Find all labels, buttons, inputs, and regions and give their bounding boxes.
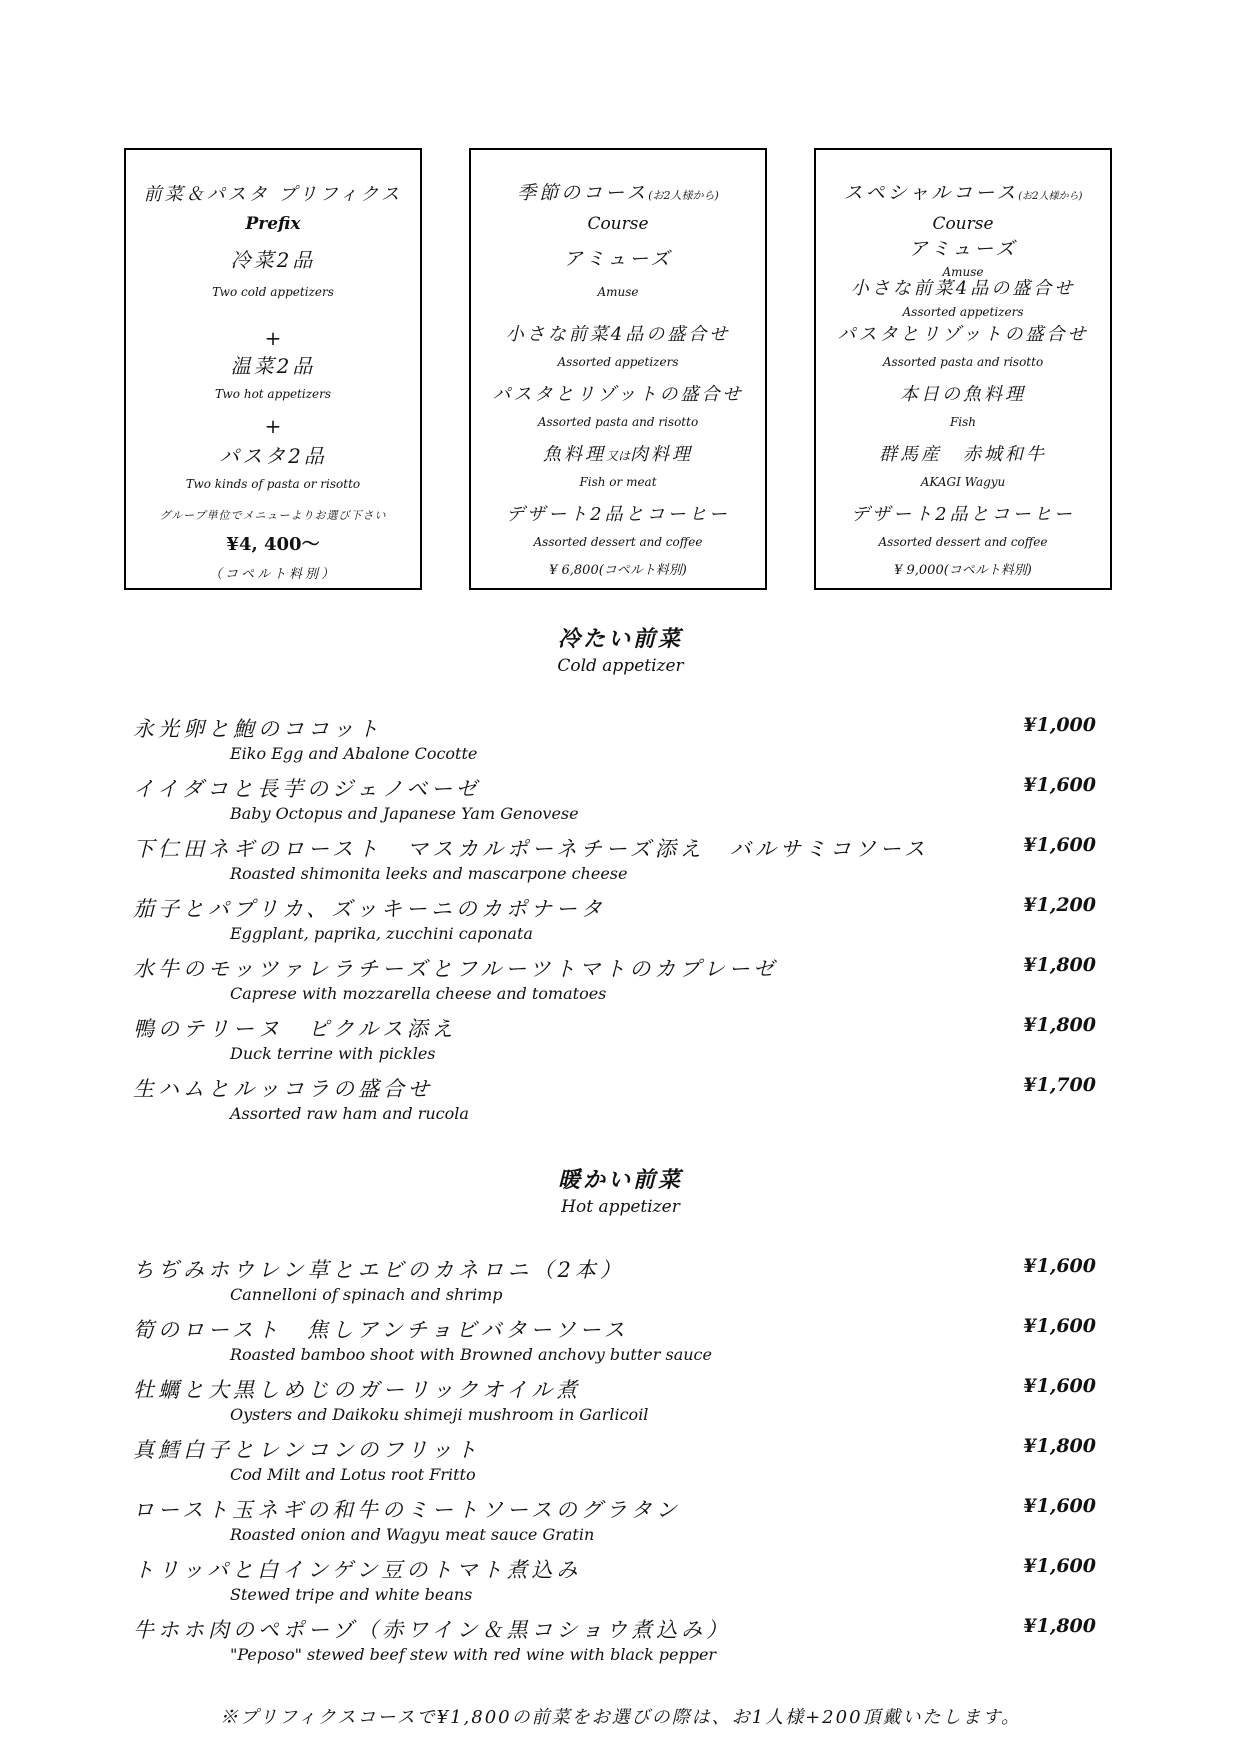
prefix-plus-1: + (264, 326, 282, 350)
prefix-pasta: パスタ2品 (219, 444, 327, 468)
seasonal-amuse: アミューズ (563, 248, 673, 270)
menu-item-price: ¥1,800 (1023, 954, 1096, 976)
menu-item-name-jp: 牡蠣と大黒しめじのガーリックオイル煮 (133, 1378, 582, 1402)
menu-item-price: ¥1,600 (1023, 1375, 1096, 1397)
prefix-title: 前菜＆パスタ プリフィクス (143, 184, 403, 205)
menu-item-name-en: "Peposo" stewed beef stew with red wine with black pepper (230, 1645, 717, 1664)
seasonal-appetizers-en: Assorted appetizers (557, 355, 679, 369)
menu-item-name-jp: 生ハムとルッコラの盛合せ (133, 1077, 433, 1101)
menu-item-name-jp: トリッパと白インゲン豆のトマト煮込み (133, 1558, 582, 1582)
special-dessert: デザート2品とコーヒー (851, 504, 1075, 525)
seasonal-title: 季節のコース (517, 182, 649, 204)
prefix-cold-en: Two cold appetizers (212, 285, 334, 299)
prefix-hot-en: Two hot appetizers (214, 387, 332, 401)
prefix-subtitle: Prefix (245, 214, 301, 234)
menu-item-name-en: Baby Octopus and Japanese Yam Genovese (230, 804, 579, 823)
special-subtitle: Course (932, 214, 994, 234)
seasonal-subtitle: Course (587, 214, 649, 234)
seasonal-main-line (471, 446, 765, 464)
menu-item-name-jp: 永光卵と鮑のココット (133, 717, 383, 741)
seasonal-dessert: デザート2品とコーヒー (506, 504, 730, 525)
special-amuse-en: Amuse (942, 265, 984, 279)
cold-section-subtitle: Cold appetizer (557, 656, 684, 676)
seasonal-title-note: (お2人様から) (648, 189, 719, 202)
prefix-plus-2: + (264, 414, 282, 438)
seasonal-main-or: 又は (605, 449, 630, 463)
special-appetizers-en: Assorted appetizers (902, 305, 1024, 319)
menu-item-price: ¥1,600 (1023, 1315, 1096, 1337)
special-beef: 群馬産 赤城和牛 (879, 444, 1047, 465)
seasonal-pasta-en: Assorted pasta and risotto (537, 415, 699, 429)
seasonal-title-line (471, 184, 765, 203)
menu-item-name-en: Cod Milt and Lotus root Fritto (230, 1465, 476, 1484)
menu-item-price: ¥1,700 (1023, 1074, 1096, 1096)
menu-item-price: ¥1,600 (1023, 1555, 1096, 1577)
menu-item-price: ¥1,600 (1023, 834, 1096, 856)
menu-item-name-en: Roasted onion and Wagyu meat sauce Gratin (230, 1525, 595, 1544)
cold-section-title: 冷たい前菜 (557, 626, 683, 652)
prefix-coperto: （コペルト料別） (208, 567, 337, 582)
seasonal-dessert-en: Assorted dessert and coffee (533, 535, 703, 549)
menu-item-name-en: Eggplant, paprika, zucchini caponata (230, 924, 533, 943)
menu-item-name-jp: 下仁田ネギのロースト マスカルポーネチーズ添え バルサミコソース (133, 837, 929, 861)
menu-item-name-jp: 鴨のテリーヌ ピクルス添え (133, 1017, 457, 1041)
menu-item-price: ¥1,600 (1023, 1495, 1096, 1517)
special-course-box (814, 148, 1112, 590)
menu-item-name-jp: ロースト玉ネギの和牛のミートソースのグラタン (133, 1498, 681, 1522)
menu-item-name-en: Cannelloni of spinach and shrimp (230, 1285, 503, 1304)
special-title: スペシャルコース (843, 182, 1019, 204)
menu-item-price: ¥1,800 (1023, 1435, 1096, 1457)
menu-item-name-jp: 筍のロースト 焦しアンチョビバターソース (133, 1318, 629, 1342)
menu-item-price: ¥1,200 (1023, 894, 1096, 916)
prefix-pasta-en: Two kinds of pasta or risotto (185, 477, 361, 491)
special-beef-en: AKAGI Wagyu (920, 475, 1006, 489)
special-fish: 本日の魚料理 (900, 384, 1026, 405)
menu-item-name-jp: 水牛のモッツァレラチーズとフルーツトマトのカプレーゼ (133, 957, 779, 981)
menu-item-name-en: Stewed tripe and white beans (230, 1585, 473, 1604)
menu-item-price: ¥1,800 (1023, 1014, 1096, 1036)
prefix-course-box (124, 148, 422, 590)
special-pasta: パスタとリゾットの盛合せ (837, 324, 1089, 345)
footnote: ※プリフィクスコースで¥1,800の前菜をお選びの際は、お1人様+200頂戴いたします。 (219, 1707, 1022, 1728)
prefix-cold: 冷菜2品 (230, 248, 316, 272)
seasonal-main-fish: 魚料理 (542, 444, 606, 465)
prefix-price: ¥4, 400〜 (226, 534, 320, 555)
seasonal-price: ¥ 6,800(コペルト料別) (549, 563, 687, 578)
menu-item-price: ¥1,800 (1023, 1615, 1096, 1637)
special-pasta-en: Assorted pasta and risotto (882, 355, 1044, 369)
menu-item-name-en: Eiko Egg and Abalone Cocotte (230, 744, 478, 763)
menu-item-name-en: Roasted shimonita leeks and mascarpone cheese (230, 864, 628, 883)
menu-item-price: ¥1,000 (1023, 714, 1096, 736)
menu-item-name-en: Duck terrine with pickles (230, 1044, 436, 1063)
menu-item-name-en: Roasted bamboo shoot with Browned anchovy butter sauce (230, 1345, 712, 1364)
menu-item-price: ¥1,600 (1023, 774, 1096, 796)
seasonal-main-en: Fish or meat (579, 475, 657, 489)
menu-item-name-jp: 真鱈白子とレンコンのフリット (133, 1438, 481, 1462)
menu-item-name-jp: 牛ホホ肉のペポーゾ（赤ワイン＆黒コショウ煮込み） (133, 1618, 732, 1642)
menu-item-name-en: Caprese with mozzarella cheese and tomatoes (230, 984, 607, 1003)
special-appetizers: 小さな前菜4品の盛合せ (850, 278, 1076, 299)
menu-item-name-jp: ちぢみホウレン草とエビのカネロニ（2本） (133, 1258, 625, 1282)
menu-item-name-en: Assorted raw ham and rucola (230, 1104, 469, 1123)
special-dessert-en: Assorted dessert and coffee (878, 535, 1048, 549)
prefix-note: グループ単位でメニューよりお選び下さい (159, 509, 387, 522)
special-title-line (816, 184, 1110, 203)
seasonal-amuse-en: Amuse (597, 285, 639, 299)
hot-section-subtitle: Hot appetizer (561, 1197, 680, 1217)
seasonal-main-meat: 肉料理 (630, 444, 693, 465)
menu-item-name-jp: イイダコと長芋のジェノベーゼ (133, 777, 481, 801)
special-fish-en: Fish (949, 415, 977, 429)
seasonal-course-box (469, 148, 767, 590)
menu-item-price: ¥1,600 (1023, 1255, 1096, 1277)
seasonal-appetizers: 小さな前菜4品の盛合せ (505, 324, 731, 345)
seasonal-pasta: パスタとリゾットの盛合せ (492, 384, 744, 405)
special-amuse: アミューズ (908, 238, 1018, 260)
menu-item-name-jp: 茄子とパプリカ、ズッキーニのカポナータ (133, 897, 606, 921)
prefix-hot: 温菜2品 (230, 354, 316, 378)
special-title-note: (お2人様から) (1018, 191, 1083, 202)
special-price: ¥ 9,000(コペルト料別) (894, 563, 1032, 578)
menu-item-name-en: Oysters and Daikoku shimeji mushroom in Garlicoil (230, 1405, 649, 1424)
hot-section-title: 暖かい前菜 (557, 1167, 683, 1193)
